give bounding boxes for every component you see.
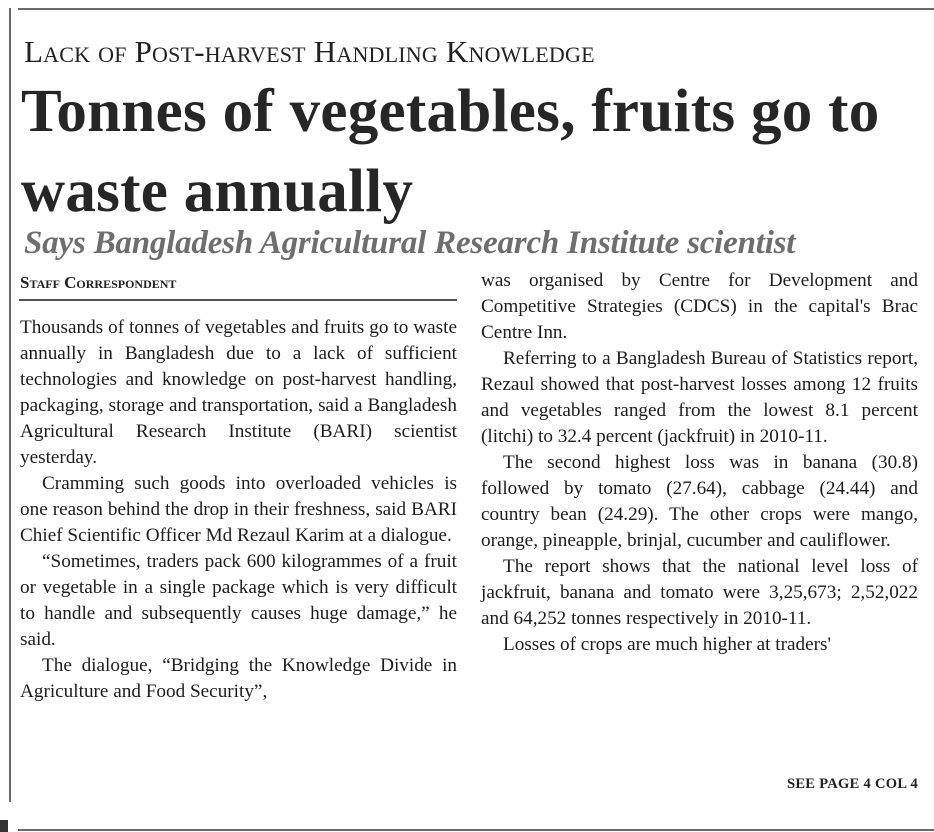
paragraph: “Sometimes, traders pack 600 kilogrammes of a fruit or vegetable in a single package which is very difficult to handle and subsequently causes huge damage,” he said.: [20, 551, 457, 650]
byline-rule: [19, 299, 457, 301]
deck-subheadline: Says Bangladesh Agricultural Research Institute scientist: [24, 225, 796, 261]
article-column-left: [20, 315, 457, 705]
bottom-rule: [18, 829, 934, 831]
kicker: Lack of Post-harvest Handling Knowledge: [24, 34, 595, 69]
paragraph: Losses of crops are much higher at traders': [503, 634, 831, 655]
article-column-right: [481, 268, 918, 658]
paragraph: Thousands of tonnes of vegetables and fruits go to waste annually in Bangladesh due to a lack of sufficient technologies and knowledge on post-harvest handling, packaging, storage and transportation, said a Bangladesh Agricultural Research Institute (BARI) scientist yesterday.: [20, 317, 457, 468]
corner-mark: [0, 820, 8, 832]
paragraph: The second highest loss was in banana (30.8) followed by tomato (27.64), cabbage (24.44) and country bean (24.29). The other crops were mango, orange, pineapple, brinjal, cucumber and cauliflower.: [481, 452, 918, 551]
paragraph: was organised by Centre for Development and Competitive Strategies (CDCS) in the capital's Brac Centre Inn.: [481, 270, 918, 343]
continuation-jump: SEE PAGE 4 COL 4: [786, 776, 918, 792]
paragraph: The dialogue, “Bridging the Knowledge Divide in Agriculture and Food Security”,: [20, 655, 457, 702]
top-rule: [18, 8, 934, 10]
paragraph: The report shows that the national level loss of jackfruit, banana and tomato were 3,25,673; 2,52,022 and 64,252 tonnes respectively in 2010-11.: [481, 556, 918, 629]
byline: Staff Correspondent: [20, 273, 177, 292]
left-rule: [9, 8, 11, 802]
paragraph: Referring to a Bangladesh Bureau of Statistics report, Rezaul showed that post-harvest losses among 12 fruits and vegetables ranged from the lowest 8.1 percent (litchi) to 32.4 percent (jackfruit) in 2010-11.: [481, 348, 918, 447]
headline: Tonnes of vegetables, fruits go to waste annually: [21, 78, 880, 225]
paragraph: Cramming such goods into overloaded vehicles is one reason behind the drop in their freshness, said BARI Chief Scientific Officer Md Rezaul Karim at a dialogue.: [20, 473, 457, 546]
